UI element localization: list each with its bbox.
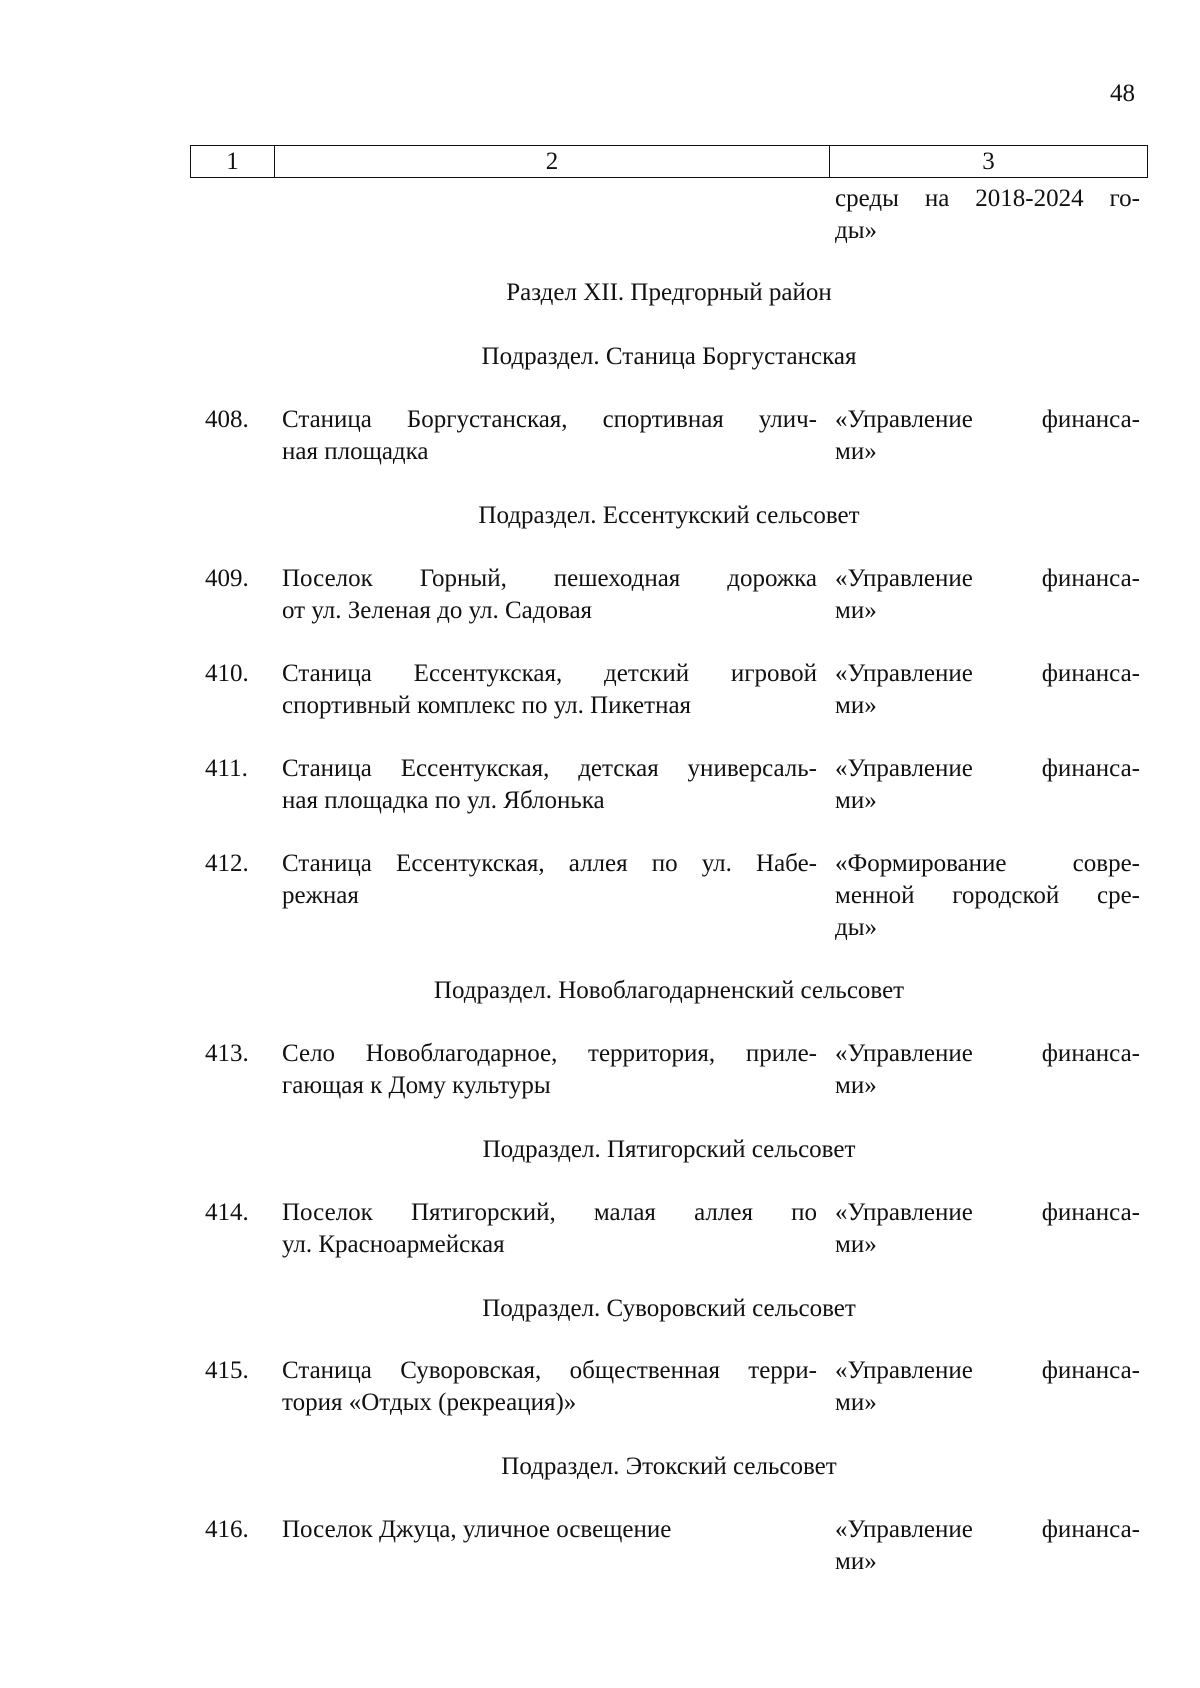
program-line: менной городской сре- [835, 882, 1140, 909]
page-number: 48 [1110, 80, 1135, 107]
description-line: ная площадка по ул. Яблонька [282, 787, 605, 814]
row-description [282, 1514, 817, 1546]
row-number: 414. [205, 1199, 249, 1226]
row-description [282, 658, 817, 722]
program-line: «Управление финанса- [835, 406, 1140, 433]
description-line: Станица Боргустанская, спортивная улич- [282, 406, 817, 433]
row-program [835, 658, 1140, 722]
table-header [190, 145, 1148, 178]
subsection-title: Подраздел. Новоблагодарненский сельсовет [433, 977, 905, 1004]
description-line: тория «Отдых (рекреация)» [282, 1389, 577, 1416]
program-line: «Формирование совре- [835, 850, 1140, 877]
row-program [835, 1038, 1140, 1102]
program-line: ми» [835, 438, 877, 465]
row-program [835, 404, 1140, 468]
description-line: режная [282, 882, 359, 909]
program-line: ды» [835, 914, 878, 941]
description-line: ул. Красноармейская [282, 1231, 505, 1258]
row-number: 409. [205, 565, 249, 592]
description-line: Поселок Горный, пешеходная дорожка [282, 565, 817, 592]
subsection-title: Подраздел. Пятигорский сельсовет [482, 1136, 856, 1163]
row-description [282, 848, 817, 912]
row-program [835, 1514, 1140, 1578]
row-number: 411. [205, 755, 248, 782]
description-line: гающая к Дому культуры [282, 1072, 551, 1099]
table-header-col-2: 2 [275, 146, 830, 177]
program-line: ми» [835, 1072, 877, 1099]
description-line: Поселок Джуца, уличное освещение [282, 1516, 672, 1543]
row-number: 416. [205, 1516, 249, 1543]
description-line: Село Новоблагодарное, территория, приле- [282, 1040, 817, 1067]
program-line: ми» [835, 692, 877, 719]
program-line: ми» [835, 1548, 877, 1575]
row-description [282, 1197, 817, 1261]
description-line: от ул. Зеленая до ул. Садовая [282, 597, 593, 624]
program-line: ми» [835, 597, 877, 624]
row-program [835, 563, 1140, 627]
description-line: ная площадка [282, 438, 429, 465]
table-header-col-1: 1 [191, 146, 275, 177]
program-line: «Управление финанса- [835, 565, 1140, 592]
program-line: «Управление финанса- [835, 1040, 1140, 1067]
program-line: «Управление финанса- [835, 660, 1140, 687]
program-line: ми» [835, 1231, 877, 1258]
row-number: 408. [205, 406, 249, 433]
continuation-line: среды на 2018-2024 го- [835, 185, 1140, 212]
row-description [282, 1038, 817, 1102]
program-line: «Управление финанса- [835, 755, 1140, 782]
row-program [835, 753, 1140, 817]
table-header-col-3: 3 [982, 148, 995, 175]
continuation-text [835, 183, 1140, 247]
row-program [835, 1197, 1140, 1261]
continuation-line: ды» [835, 217, 878, 244]
program-line: ми» [835, 1389, 877, 1416]
description-line: спортивный комплекс по ул. Пикетная [282, 692, 692, 719]
row-program [835, 1355, 1140, 1419]
description-line: Станица Ессентукская, аллея по ул. Набе- [282, 850, 817, 877]
description-line: Станица Ессентукская, детская универсаль- [282, 755, 817, 782]
row-description [282, 563, 817, 627]
row-program [835, 848, 1140, 944]
row-number: 410. [205, 660, 249, 687]
program-line: «Управление финанса- [835, 1357, 1140, 1384]
subsection-title: Подраздел. Ессентукский сельсовет [478, 502, 860, 529]
description-line: Станица Суворовская, общественная терри- [282, 1357, 817, 1384]
program-line: ми» [835, 787, 877, 814]
program-line: «Управление финанса- [835, 1199, 1140, 1226]
subsection-title: Подраздел. Этокский сельсовет [501, 1453, 837, 1480]
section-title: Раздел XII. Предгорный район [506, 279, 832, 306]
description-line: Поселок Пятигорский, малая аллея по [282, 1199, 817, 1226]
row-number: 415. [205, 1357, 249, 1384]
program-line: «Управление финанса- [835, 1516, 1140, 1543]
subsection-title: Подраздел. Суворовский сельсовет [482, 1295, 856, 1322]
row-number: 412. [205, 850, 249, 877]
subsection-title: Подраздел. Станица Боргустанская [481, 343, 857, 370]
row-description [282, 753, 817, 817]
row-description [282, 404, 817, 468]
row-number: 413. [205, 1040, 249, 1067]
row-description [282, 1355, 817, 1419]
description-line: Станица Ессентукская, детский игровой [282, 660, 817, 687]
